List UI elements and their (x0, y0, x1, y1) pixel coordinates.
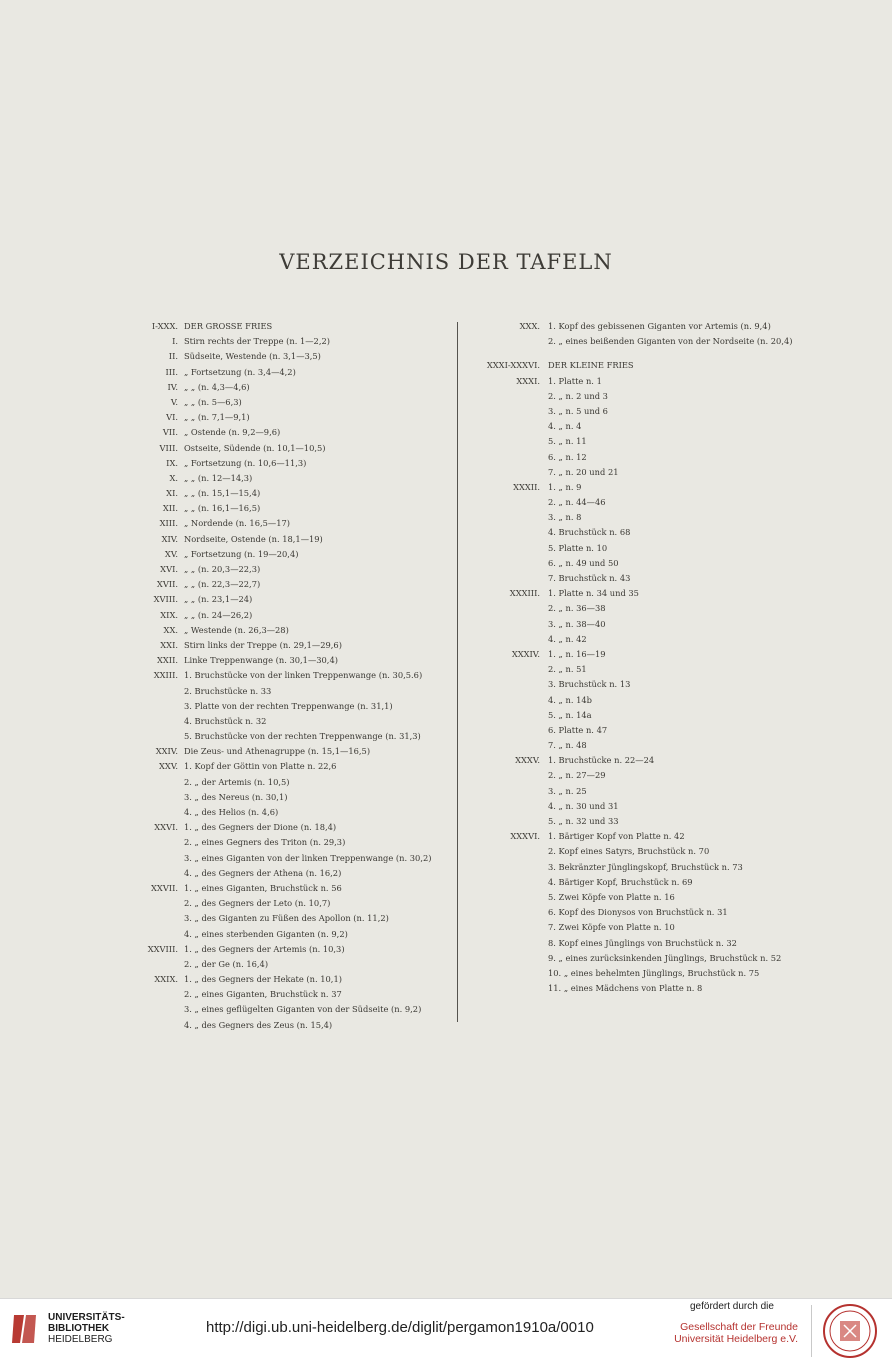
right-column-entry (470, 920, 830, 935)
plate-number: XXIV. (155, 746, 178, 757)
right-column-entry (470, 465, 830, 480)
plate-number: XV. (164, 548, 178, 559)
plate-description: 7. Zwei Köpfe von Platte n. 10 (548, 922, 675, 933)
right-column-entry (470, 844, 830, 859)
plate-number: XI. (166, 488, 178, 499)
plate-description: 4. „ n. 30 und 31 (548, 800, 619, 811)
right-column-entry (470, 389, 830, 404)
plate-description: Stirn links der Treppe (n. 29,1—29,6) (184, 639, 342, 650)
plate-description: 1. Kopf des gebissenen Giganten vor Artemis (n. 9,4) (548, 321, 771, 331)
plate-description: Linke Treppenwange (n. 30,1—30,4) (184, 655, 338, 666)
plate-number: XXIX. (154, 974, 178, 985)
plate-description: „ Ostende (n. 9,2—9,6) (184, 427, 281, 438)
plate-description: 5. „ n. 32 und 33 (548, 816, 619, 826)
left-column-entry (100, 714, 445, 729)
plate-description: 4. Bärtiger Kopf, Bruchstück n. 69 (548, 876, 693, 887)
left-column-entry (100, 1018, 445, 1033)
right-column (470, 319, 830, 996)
plate-number: XVI. (160, 564, 178, 574)
plate-description: „ „ (n. 5—6,3) (184, 396, 242, 407)
plate-description: 6. Kopf des Dionysos von Bruchstück n. 31 (548, 907, 728, 918)
plate-description: 2. „ eines beißenden Giganten von der Nordseite (n. 20,4) (548, 336, 793, 347)
left-column-entry (100, 957, 445, 972)
plate-description: 3. Bruchstück n. 13 (548, 679, 631, 690)
right-column-entry (470, 829, 830, 844)
right-column-entry (470, 374, 830, 389)
plate-number: X. (169, 472, 178, 483)
plate-description: 2. „ der Ge (n. 16,4) (184, 958, 269, 969)
left-column-entry (100, 1002, 445, 1017)
right-column-entry (470, 617, 830, 632)
left-column-entry (100, 881, 445, 896)
plate-number: XXV. (159, 761, 178, 772)
plate-description: 3. Platte von der rechten Treppenwange (n. 31,1) (184, 700, 393, 711)
column-divider (457, 322, 458, 1022)
plate-number: XXXI. (516, 375, 540, 386)
plate-description: 2. „ n. 36—38 (548, 603, 606, 614)
left-column-entry (100, 577, 445, 592)
left-column-entry (100, 395, 445, 410)
plate-number: VI. (166, 412, 178, 423)
left-column-entry (100, 516, 445, 531)
plate-description: 5. Platte n. 10 (548, 542, 608, 553)
left-column-entry (100, 896, 445, 911)
left-column-entry (100, 365, 445, 380)
left-column-entry (100, 972, 445, 987)
library-name-line2: BIBLIOTHEK (48, 1323, 110, 1334)
right-column-entry (470, 647, 830, 662)
plate-description: Die Zeus- und Athenagruppe (n. 15,1—16,5) (184, 746, 371, 757)
plate-description: 3. „ n. 38—40 (548, 618, 606, 629)
plate-description: „ „ (n. 20,3—22,3) (184, 564, 261, 574)
plate-description: 4. „ n. 42 (548, 633, 587, 644)
plate-description: 7. „ n. 20 und 21 (548, 466, 619, 477)
plate-description: 6. Platte n. 47 (548, 724, 608, 735)
right-column-entry (470, 936, 830, 951)
plate-description: 1. „ n. 16—19 (548, 648, 606, 659)
right-column-spacer (470, 349, 830, 358)
plate-description: 2. Bruchstücke n. 33 (184, 685, 272, 696)
plate-description: 4. „ eines sterbenden Giganten (n. 9,2) (184, 928, 348, 939)
library-logo-icon (10, 1311, 40, 1347)
library-name-line3: HEIDELBERG (48, 1334, 113, 1345)
right-column-entry (470, 860, 830, 875)
plate-description: 1. Bruchstücke von der linken Treppenwange (n. 30,5.6) (184, 670, 423, 681)
right-column-entry (470, 890, 830, 905)
plate-description: Südseite, Westende (n. 3,1—3,5) (184, 351, 321, 362)
left-column (100, 319, 445, 1033)
left-column-entry (100, 532, 445, 547)
plate-description: „ „ (n. 23,1—24) (184, 594, 253, 605)
right-column-entry (470, 693, 830, 708)
page-title: VERZEICHNIS DER TAFELN (279, 250, 613, 274)
plate-number: I-XXX. (151, 321, 178, 331)
right-column-entry (470, 358, 830, 373)
plate-number: IX. (166, 457, 178, 468)
plate-description: „ „ (n. 16,1—16,5) (184, 503, 261, 514)
plate-number: VIII. (159, 442, 178, 453)
left-column-entry (100, 334, 445, 349)
university-seal-icon (822, 1303, 878, 1359)
plate-description: 4. „ des Gegners der Athena (n. 16,2) (184, 867, 342, 878)
left-column-entry (100, 380, 445, 395)
left-column-entry (100, 851, 445, 866)
plate-description: 2. „ n. 27—29 (548, 770, 606, 781)
plate-description: 2. „ eines Giganten, Bruchstück n. 37 (184, 989, 342, 1000)
plate-number: IV. (167, 381, 178, 392)
right-column-entry (470, 677, 830, 692)
left-column-entry (100, 623, 445, 638)
plate-description: 7. Bruchstück n. 43 (548, 573, 631, 583)
left-column-entry (100, 744, 445, 759)
plate-number: III. (165, 366, 178, 377)
plate-description: DER GROSSE FRIES (184, 321, 273, 331)
right-column-entry (470, 738, 830, 753)
left-column-entry (100, 835, 445, 850)
right-column-entry (470, 662, 830, 677)
left-column-entry (100, 668, 445, 683)
plate-description: 1. „ des Gegners der Dione (n. 18,4) (184, 822, 337, 833)
right-column-entry (470, 708, 830, 723)
plate-number: V. (170, 396, 178, 407)
plate-description: 6. „ n. 12 (548, 451, 587, 462)
plate-description: „ Fortsetzung (n. 3,4—4,2) (184, 366, 296, 377)
plate-number: XXVI. (154, 822, 178, 833)
footer-bar (0, 1298, 892, 1362)
left-column-entry (100, 820, 445, 835)
left-column-entry (100, 592, 445, 607)
right-column-entry (470, 951, 830, 966)
right-column-entry (470, 419, 830, 434)
plate-number: XXII. (156, 655, 178, 666)
plate-description: 2. „ eines Gegners des Triton (n. 29,3) (184, 837, 346, 848)
plate-number: XXXII. (513, 481, 540, 492)
left-column-entry (100, 441, 445, 456)
plate-description: „ Fortsetzung (n. 10,6—11,3) (184, 457, 307, 468)
plate-description: 1. Bruchstücke n. 22—24 (548, 755, 655, 766)
right-column-entry (470, 541, 830, 556)
right-column-entry (470, 480, 830, 495)
plate-number: II. (168, 351, 178, 362)
left-column-entry (100, 653, 445, 668)
plate-description: „ Nordende (n. 16,5—17) (184, 518, 291, 529)
plate-number: I. (172, 336, 178, 347)
plate-description: 7. „ n. 48 (548, 740, 587, 751)
right-column-entry (470, 404, 830, 419)
plate-number: VII. (162, 427, 178, 438)
plate-number: XXX. (519, 321, 540, 331)
library-name (48, 1312, 125, 1345)
plate-description: 1. „ n. 9 (548, 481, 582, 492)
society-name-line2: Universität Heidelberg e.V. (674, 1333, 798, 1345)
plate-number: XVII. (156, 579, 178, 590)
left-column-entry (100, 729, 445, 744)
left-column-entry (100, 547, 445, 562)
plate-description: 1. „ eines Giganten, Bruchstück n. 56 (184, 882, 342, 893)
right-column-entry (470, 875, 830, 890)
plate-number: XXIII. (153, 670, 178, 681)
right-column-entry (470, 966, 830, 981)
plate-description: „ „ (n. 4,3—4,6) (184, 381, 250, 392)
plate-description: 3. „ eines geflügelten Giganten von der Südseite (n. 9,2) (184, 1004, 422, 1015)
plate-number: XXXIII. (509, 588, 540, 599)
left-column-entry (100, 927, 445, 942)
plate-number: XX. (163, 624, 178, 635)
left-column-entry (100, 486, 445, 501)
plate-description: 6. „ n. 49 und 50 (548, 557, 619, 568)
plate-description: „ „ (n. 22,3—22,7) (184, 579, 261, 590)
plate-number: XXVII. (151, 882, 178, 893)
plate-description: 5. Zwei Köpfe von Platte n. 16 (548, 891, 675, 902)
left-column-entry (100, 699, 445, 714)
plate-description: 3. Bekränzter Jünglingskopf, Bruchstück n. 73 (548, 861, 743, 872)
plate-description: 4. Bruchstück n. 32 (184, 715, 267, 726)
plate-description: 2. „ des Gegners der Leto (n. 10,7) (184, 898, 331, 909)
left-column-entry (100, 456, 445, 471)
plate-description: Stirn rechts der Treppe (n. 1—2,2) (184, 336, 330, 347)
plate-description: „ „ (n. 7,1—9,1) (184, 412, 250, 423)
left-column-entry (100, 562, 445, 577)
left-column-entry (100, 759, 445, 774)
right-column-entry (470, 495, 830, 510)
right-column-entry (470, 799, 830, 814)
plate-description: 11. „ eines Mädchens von Platte n. 8 (548, 983, 703, 994)
left-column-entry (100, 501, 445, 516)
society-name-line1: Gesellschaft der Freunde (680, 1321, 798, 1333)
plate-number: XXVIII. (147, 943, 178, 954)
left-column-entry (100, 349, 445, 364)
right-column-entry (470, 768, 830, 783)
plate-number: XXI. (160, 639, 178, 650)
plate-description: 3. „ n. 5 und 6 (548, 405, 608, 416)
plate-description: DER KLEINE FRIES (548, 360, 634, 371)
left-column-entry (100, 471, 445, 486)
permalink-url[interactable]: http://digi.ub.uni-heidelberg.de/diglit/pergamon1910a/0010 (206, 1319, 594, 1336)
left-column-entry (100, 790, 445, 805)
plate-description: 4. „ des Helios (n. 4,6) (184, 807, 279, 817)
plate-description: 3. „ eines Giganten von der linken Treppenwange (n. 30,2) (184, 852, 432, 863)
left-column-entry (100, 319, 445, 334)
left-column-entry (100, 638, 445, 653)
right-column-entry (470, 981, 830, 996)
plate-number: XXXV. (515, 755, 540, 766)
right-column-entry (470, 723, 830, 738)
right-column-entry (470, 450, 830, 465)
plate-description: Ostseite, Südende (n. 10,1—10,5) (184, 442, 326, 453)
plate-description: 1. Kopf der Göttin von Platte n. 22,6 (184, 761, 337, 772)
right-column-entry (470, 434, 830, 449)
plate-number: XIV. (161, 533, 178, 544)
right-column-entry (470, 319, 830, 334)
plate-number: XIII. (159, 518, 178, 529)
plate-description: 2. „ n. 51 (548, 664, 587, 675)
plate-description: 1. Platte n. 34 und 35 (548, 588, 639, 599)
left-column-entry (100, 911, 445, 926)
plate-description: 2. „ der Artemis (n. 10,5) (184, 776, 290, 787)
plate-description: 3. „ n. 25 (548, 785, 587, 796)
plate-number: XVIII. (153, 594, 178, 605)
plate-description: 4. Bruchstück n. 68 (548, 527, 631, 538)
plate-description: 4. „ n. 14b (548, 694, 592, 705)
right-column-entry (470, 571, 830, 586)
right-column-entry (470, 510, 830, 525)
right-column-entry (470, 601, 830, 616)
right-column-entry (470, 632, 830, 647)
plate-number: XXXVI. (510, 831, 540, 842)
right-column-entry (470, 334, 830, 349)
plate-description: 5. Bruchstücke von der rechten Treppenwange (n. 31,3) (184, 731, 421, 742)
left-column-entry (100, 684, 445, 699)
left-column-entry (100, 410, 445, 425)
plate-description: 3. „ des Nereus (n. 30,1) (184, 791, 288, 802)
right-column-entry (470, 556, 830, 571)
plate-description: 8. Kopf eines Jünglings von Bruchstück n. 32 (548, 937, 737, 948)
plate-description: Nordseite, Ostende (n. 18,1—19) (184, 533, 323, 544)
footer-divider (811, 1305, 812, 1357)
plate-description: 1. „ des Gegners der Artemis (n. 10,3) (184, 943, 345, 954)
plate-description: 3. „ n. 8 (548, 512, 582, 523)
plate-description: 1. Bärtiger Kopf von Platte n. 42 (548, 831, 685, 842)
plate-description: 5. „ n. 11 (548, 436, 587, 447)
library-name-line1: UNIVERSITÄTS- (48, 1312, 125, 1323)
plate-description: „ „ (n. 12—14,3) (184, 472, 253, 483)
left-column-entry (100, 866, 445, 881)
plate-description: 3. „ des Giganten zu Füßen des Apollon (n. 11,2) (184, 913, 389, 924)
right-column-entry (470, 905, 830, 920)
left-column-entry (100, 987, 445, 1002)
right-column-entry (470, 814, 830, 829)
left-column-entry (100, 942, 445, 957)
plate-description: 2. „ n. 44—46 (548, 497, 606, 508)
plate-description: 10. „ eines behelmten Jünglings, Bruchstück n. 75 (548, 967, 760, 978)
right-column-entry (470, 586, 830, 601)
plate-description: 1. Platte n. 1 (548, 375, 602, 386)
plate-description: 9. „ eines zurücksinkenden Jünglings, Bruchstück n. 52 (548, 952, 782, 963)
plate-description: „ „ (n. 15,1—15,4) (184, 488, 261, 499)
left-column-entry (100, 608, 445, 623)
right-column-entry (470, 753, 830, 768)
left-column-entry (100, 425, 445, 440)
right-column-entry (470, 784, 830, 799)
left-column-entry (100, 805, 445, 820)
left-column-entry (100, 775, 445, 790)
plate-description: „ „ (n. 24—26,2) (184, 609, 253, 620)
plate-description: 4. „ n. 4 (548, 421, 582, 432)
plate-number: XXXIV. (511, 648, 540, 659)
right-column-entry (470, 525, 830, 540)
plate-description: 2. Kopf eines Satyrs, Bruchstück n. 70 (548, 846, 710, 857)
plate-description: „ Westende (n. 26,3—28) (184, 624, 289, 635)
plate-number: XII. (162, 503, 178, 514)
funded-by-label: gefördert durch die (690, 1301, 774, 1312)
plate-number: XIX. (160, 609, 178, 620)
plate-description: 5. „ n. 14a (548, 709, 592, 720)
plate-number: XXXI-XXXVI. (486, 360, 540, 371)
plate-description: 1. „ des Gegners der Hekate (n. 10,1) (184, 974, 342, 985)
plate-description: „ Fortsetzung (n. 19—20,4) (184, 548, 299, 559)
society-name (674, 1321, 798, 1345)
plate-description: 4. „ des Gegners des Zeus (n. 15,4) (184, 1019, 333, 1030)
plate-description: 2. „ n. 2 und 3 (548, 390, 608, 401)
